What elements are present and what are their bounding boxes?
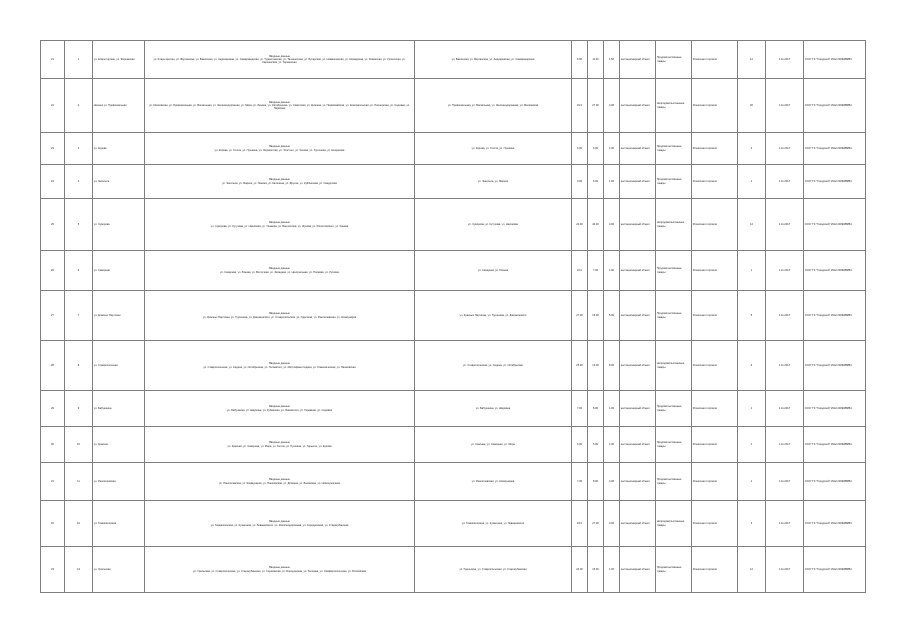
date-cell: 1.11.2017 (766, 547, 804, 593)
goods-category: Непродовольственные товары (656, 199, 692, 251)
use-type: Розничная торговля (692, 501, 738, 547)
description-text: ул. Энгельса, ул. Маркса, ул. Ленина, ул. Калинина, ул. Фрунзе, ул. Куйбышева, ул. Свердлова (222, 181, 337, 185)
row-number: 25 (41, 199, 65, 251)
object-type: нестационарный объект (620, 501, 656, 547)
object-type: нестационарный объект (620, 41, 656, 79)
object-location: ул. Суворова, ул. Кутузова, ул. Нахимова (415, 199, 572, 251)
table-row (41, 463, 866, 501)
goods-category: Продовольственные товары (656, 391, 692, 427)
area-1: 6.00 (572, 41, 588, 79)
description-heading: Вводные данные (269, 520, 290, 524)
area-1: 6.00 (572, 133, 588, 165)
object-location: ул. Уральская, ул. Ставропольская, ул. Старокубанская (415, 547, 572, 593)
area-3: 1.00 (604, 547, 620, 593)
object-count: 1 (738, 391, 766, 427)
area-1: 24.00 (572, 547, 588, 593)
object-count: 1 (738, 427, 766, 463)
object-name: ул. Кирова (93, 133, 145, 165)
object-type: нестационарный объект (620, 133, 656, 165)
object-description (145, 291, 415, 341)
goods-category: Продовольственные товары (656, 251, 692, 291)
goods-category: Продовольственные товары (656, 547, 692, 593)
row-number: 21 (41, 41, 65, 79)
area-1: 7.00 (572, 391, 588, 427)
use-type: Розничная торговля (692, 199, 738, 251)
object-type: нестационарный объект (620, 427, 656, 463)
organization-cell: ООО "ГК "Городской" ИНН 2309088881 (804, 547, 866, 593)
use-type: Розничная торговля (692, 165, 738, 199)
area-3: 1.00 (604, 251, 620, 291)
object-name: ул. Северная (93, 251, 145, 291)
use-type: Розничная торговля (692, 341, 738, 391)
object-location: ул. Бакинская, ул. Ферганская, ул. Андижанская, ул. Самаркандская (415, 41, 572, 79)
object-name: ул. Красных Партизан (93, 291, 145, 341)
object-type: нестационарный объект (620, 463, 656, 501)
goods-category: Непродовольственные товары (656, 501, 692, 547)
row-number: 24 (41, 165, 65, 199)
date-cell: 1.11.2017 (766, 79, 804, 133)
area-1: 27.00 (572, 291, 588, 341)
description-heading: Вводные данные (269, 267, 290, 271)
date-cell: 1.11.2017 (766, 41, 804, 79)
goods-category: Продовольственные товары (656, 165, 692, 199)
row-number: 26 (41, 251, 65, 291)
object-count: 3 (738, 501, 766, 547)
object-description (145, 547, 415, 593)
row-number: 33 (41, 547, 65, 593)
object-description (145, 391, 415, 427)
table-row (41, 291, 866, 341)
description-heading: Вводные данные (269, 54, 290, 58)
object-name: ул. Клары Цеткин, ул. Ферганская (93, 41, 145, 79)
object-type: нестационарный объект (620, 251, 656, 291)
date-cell: 1.11.2017 (766, 199, 804, 251)
area-3: 1.00 (604, 427, 620, 463)
description-text: ул. Клары Цеткин, ул. Ферганская, ул. Бакинская, ул. Андижанская, ул. Самаркандская, ул. Туркестанская, ул. Ташкентская, ул. Бухарская, ул. Наманганская, ул. Кокандская, ул. Хивинская, ул. Ургенчская, ул. Каршинская, ул. Термезская (153, 58, 406, 65)
date-cell: 1.11.2017 (766, 501, 804, 547)
description-text: ул. Московская, ул. Привокзальная, ул. Вокзальная, ул. Железнодорожная, ул. Мира, ул. Ленина, ул. Октябрьская, ул. Советская, ул. Красная, ул. Первомайская, ул. Комсомольская, ул. Пионерская, ул. Садовая, ул. Парковая (149, 104, 410, 111)
date-cell: 1.11.2017 (766, 391, 804, 427)
object-name: ул. Суворова (93, 199, 145, 251)
area-2: 27.00 (588, 501, 604, 547)
row-number: 23 (41, 133, 65, 165)
object-description (145, 165, 415, 199)
object-type: нестационарный объект (620, 79, 656, 133)
date-cell: 1.11.2017 (766, 427, 804, 463)
lot-number: 2 (65, 79, 93, 133)
area-2: 40.00 (588, 199, 604, 251)
area-2: 5.00 (588, 427, 604, 463)
object-location: ул. Гимназическая, ул. Кузнечная, ул. Леваневского (415, 501, 572, 547)
use-type: Розничная торговля (692, 463, 738, 501)
description-heading: Вводные данные (269, 100, 290, 104)
object-count: 1 (738, 463, 766, 501)
area-3: 1.00 (604, 391, 620, 427)
object-description (145, 199, 415, 251)
date-cell: 1.11.2017 (766, 251, 804, 291)
lot-number: 1 (65, 41, 93, 79)
area-2: 11.00 (588, 41, 604, 79)
organization-cell: ООО "ГК "Городской" ИНН 2309088881 (804, 79, 866, 133)
area-2: 6.00 (588, 391, 604, 427)
use-type: Розничная торговля (692, 391, 738, 427)
object-name: ул. Ставропольская (93, 341, 145, 391)
area-3: 4.00 (604, 79, 620, 133)
object-count: 1 (738, 251, 766, 291)
object-location: ул. Красных Партизан, ул. Тургенева, ул. Дзержинского (415, 291, 572, 341)
row-number: 31 (41, 463, 65, 501)
object-count: 12 (738, 199, 766, 251)
row-number: 22 (41, 79, 65, 133)
object-location: ул. Кирова, ул. Гоголя, ул. Пушкина (415, 133, 572, 165)
area-2: 27.00 (588, 79, 604, 133)
lot-number: 9 (65, 391, 93, 427)
organization-cell: ООО "ГК "Городской" ИНН 2309088881 (804, 251, 866, 291)
object-name: ул. Рашпилевская (93, 463, 145, 501)
area-1: 6.00 (572, 427, 588, 463)
description-text: ул. Кирова, ул. Гоголя, ул. Пушкина, ул. Лермонтова, ул. Толстого, ул. Чехова, ул. Тургенева, ул. Некрасова (214, 148, 345, 152)
description-text: ул. Гимназическая, ул. Кузнечная, ул. Леваневского, ул. Железнодорожная, ул. Аэродромная, ул. Старокубанская (210, 523, 349, 527)
object-type: нестационарный объект (620, 199, 656, 251)
organization-cell: ООО "ГК "Городской" ИНН 2309088881 (804, 341, 866, 391)
area-1: 24.0 (572, 79, 588, 133)
date-cell: 1.11.2017 (766, 291, 804, 341)
object-name: ул. Бабушкина (93, 391, 145, 427)
description-text: ул. Бабушкина, ул. Шаумяна, ул. Кубанская, ул. Янковского, ул. Гаражная, ул. Садовая (227, 408, 332, 412)
description-text: ул. Уральская, ул. Ставропольская, ул. Старокубанская, ул. Сормовская, ул. Бородинская, ул. Тюляева, ул. Симферопольская, ул. Российская (193, 569, 366, 573)
object-name: ул. Гимназическая (93, 501, 145, 547)
goods-category: Продовольственные товары (656, 463, 692, 501)
area-3: 4.00 (604, 463, 620, 501)
object-description (145, 251, 415, 291)
area-2: 6.00 (588, 165, 604, 199)
area-2: 15.00 (588, 547, 604, 593)
area-3: 5.00 (604, 291, 620, 341)
table-row (41, 547, 866, 593)
use-type: Розничная торговля (692, 547, 738, 593)
object-name: ул. Энгельса (93, 165, 145, 199)
goods-category: Продовольственные товары (656, 41, 692, 79)
object-name: Нижнее ул. Привокзальная (93, 79, 145, 133)
table-row (41, 391, 866, 427)
area-1: 24.0 (572, 501, 588, 547)
register-table (40, 40, 866, 593)
row-number: 27 (41, 291, 65, 341)
object-type: нестационарный объект (620, 291, 656, 341)
description-heading: Вводные данные (269, 362, 290, 366)
lot-number: 11 (65, 463, 93, 501)
description-heading: Вводные данные (269, 478, 290, 482)
object-count: 12 (738, 547, 766, 593)
object-count: 2 (738, 133, 766, 165)
table-row (41, 133, 866, 165)
date-cell: 1.11.2017 (766, 341, 804, 391)
object-description (145, 41, 415, 79)
use-type: Розничная торговля (692, 41, 738, 79)
row-number: 28 (41, 341, 65, 391)
area-2: 13.00 (588, 341, 604, 391)
object-name: ул. Красная (93, 427, 145, 463)
area-1: 25.00 (572, 341, 588, 391)
organization-cell: ООО "ГК "Городской" ИНН 2309088881 (804, 199, 866, 251)
area-3: 4.00 (604, 501, 620, 547)
lot-number: 3 (65, 133, 93, 165)
description-text: ул. Северная, ул. Южная, ул. Восточная, ул. Западная, ул. Центральная, ул. Полевая, ул. Луговая (220, 270, 339, 274)
table-row (41, 427, 866, 463)
area-1: 24.00 (572, 199, 588, 251)
object-description (145, 133, 415, 165)
object-name: ул. Уральская (93, 547, 145, 593)
object-type: нестационарный объект (620, 165, 656, 199)
object-location: ул. Привокзальная, ул. Вокзальная, ул. Железнодорожная, ул. Московская (415, 79, 572, 133)
use-type: Розничная торговля (692, 251, 738, 291)
object-count: 5 (738, 291, 766, 341)
description-text: ул. Красная, ул. Северная, ул. Мира, ул. Гоголя, ул. Пушкина, ул. Горького, ул. Кирова (227, 444, 332, 448)
object-type: нестационарный объект (620, 547, 656, 593)
area-2: 15.00 (588, 291, 604, 341)
use-type: Розничная торговля (692, 291, 738, 341)
organization-cell: ООО "ГК "Городской" ИНН 2309088881 (804, 501, 866, 547)
description-text: ул. Суворова, ул. Кутузова, ул. Нахимова, ул. Ушакова, ул. Багратиона, ул. Жукова, ул. Рокоссовского, ул. Конева (210, 224, 349, 228)
area-2: 6.00 (588, 133, 604, 165)
object-description (145, 341, 415, 391)
lot-number: 7 (65, 291, 93, 341)
organization-cell: ООО "ГК "Городской" ИНН 2309088881 (804, 291, 866, 341)
organization-cell: ООО "ГК "Городской" ИНН 2309088881 (804, 427, 866, 463)
description-heading: Вводные данные (269, 221, 290, 225)
description-heading: Вводные данные (269, 405, 290, 409)
goods-category: Продовольственные товары (656, 291, 692, 341)
use-type: Розничная торговля (692, 79, 738, 133)
description-text: ул. Ставропольская, ул. Седина, ул. Октябрьская, ул. Головатого, ул. Митрофана Седина, ул. Гимназическая, ул. Пашковская (203, 365, 356, 369)
table-row (41, 165, 866, 199)
object-count: 12 (738, 41, 766, 79)
object-type: нестационарный объект (620, 391, 656, 427)
object-location: ул. Энгельса, ул. Маркса (415, 165, 572, 199)
organization-cell: ООО "ГК "Городской" ИНН 2309088881 (804, 391, 866, 427)
row-number: 30 (41, 427, 65, 463)
description-text: ул. Красных Партизан, ул. Тургенева, ул. Дзержинского, ул. Ставропольская, ул. Одесская, ул. Рашпилевская, ул. Коммунаров (202, 315, 357, 319)
date-cell: 1.11.2017 (766, 463, 804, 501)
object-location: ул. Северная, ул. Южная (415, 251, 572, 291)
object-type: нестационарный объект (620, 341, 656, 391)
object-description (145, 79, 415, 133)
row-number: 32 (41, 501, 65, 547)
object-description (145, 427, 415, 463)
area-2: 7.00 (588, 251, 604, 291)
object-count: 1 (738, 165, 766, 199)
area-1: 3.00 (572, 165, 588, 199)
object-count: 6 (738, 341, 766, 391)
goods-category: Непродовольственные товары (656, 341, 692, 391)
area-1: 7.00 (572, 463, 588, 501)
use-type: Розничная торговля (692, 133, 738, 165)
object-location: ул. Ставропольская, ул. Седина, ул. Октябрьская (415, 341, 572, 391)
object-description (145, 463, 415, 501)
description-text: ул. Рашпилевская, ул. Коммунаров, ул. Пашковская, ул. Длинная, ул. Базовская, ул. Новокузнечная (219, 481, 340, 485)
area-1: 24.0 (572, 251, 588, 291)
table-row (41, 41, 866, 79)
lot-number: 13 (65, 547, 93, 593)
lot-number: 8 (65, 341, 93, 391)
use-type: Розничная торговля (692, 427, 738, 463)
goods-category: Продовольственные товары (656, 133, 692, 165)
lot-number: 6 (65, 251, 93, 291)
table-row (41, 79, 866, 133)
table-row (41, 251, 866, 291)
description-heading: Вводные данные (269, 566, 290, 570)
row-number: 29 (41, 391, 65, 427)
area-3: 1.00 (604, 165, 620, 199)
register-body (41, 41, 866, 593)
area-3: 1.00 (604, 133, 620, 165)
table-row (41, 199, 866, 251)
date-cell: 1.11.2017 (766, 133, 804, 165)
area-3: 8.00 (604, 341, 620, 391)
organization-cell: ООО "ГК "Городской" ИНН 2309088881 (804, 41, 866, 79)
object-location: ул. Бабушкина, ул. Шаумяна (415, 391, 572, 427)
object-location: ул. Красная, ул. Северная, ул. Мира (415, 427, 572, 463)
description-heading: Вводные данные (269, 145, 290, 149)
date-cell: 1.11.2017 (766, 165, 804, 199)
description-heading: Вводные данные (269, 441, 290, 445)
organization-cell: ООО "ГК "Городской" ИНН 2309088881 (804, 133, 866, 165)
object-count: 26 (738, 79, 766, 133)
area-2: 8.00 (588, 463, 604, 501)
area-3: 1.50 (604, 41, 620, 79)
description-heading: Вводные данные (269, 312, 290, 316)
area-3: 4.00 (604, 199, 620, 251)
table-row (41, 341, 866, 391)
lot-number: 12 (65, 501, 93, 547)
organization-cell: ООО "ГК "Городской" ИНН 2309088881 (804, 165, 866, 199)
organization-cell: ООО "ГК "Городской" ИНН 2309088881 (804, 463, 866, 501)
goods-category: Непродовольственные товары (656, 79, 692, 133)
object-description (145, 501, 415, 547)
lot-number: 10 (65, 427, 93, 463)
lot-number: 5 (65, 199, 93, 251)
table-row (41, 501, 866, 547)
lot-number: 4 (65, 165, 93, 199)
description-heading: Вводные данные (269, 178, 290, 182)
goods-category: Продовольственные товары (656, 427, 692, 463)
object-location: ул. Рашпилевская, ул. Коммунаров (415, 463, 572, 501)
